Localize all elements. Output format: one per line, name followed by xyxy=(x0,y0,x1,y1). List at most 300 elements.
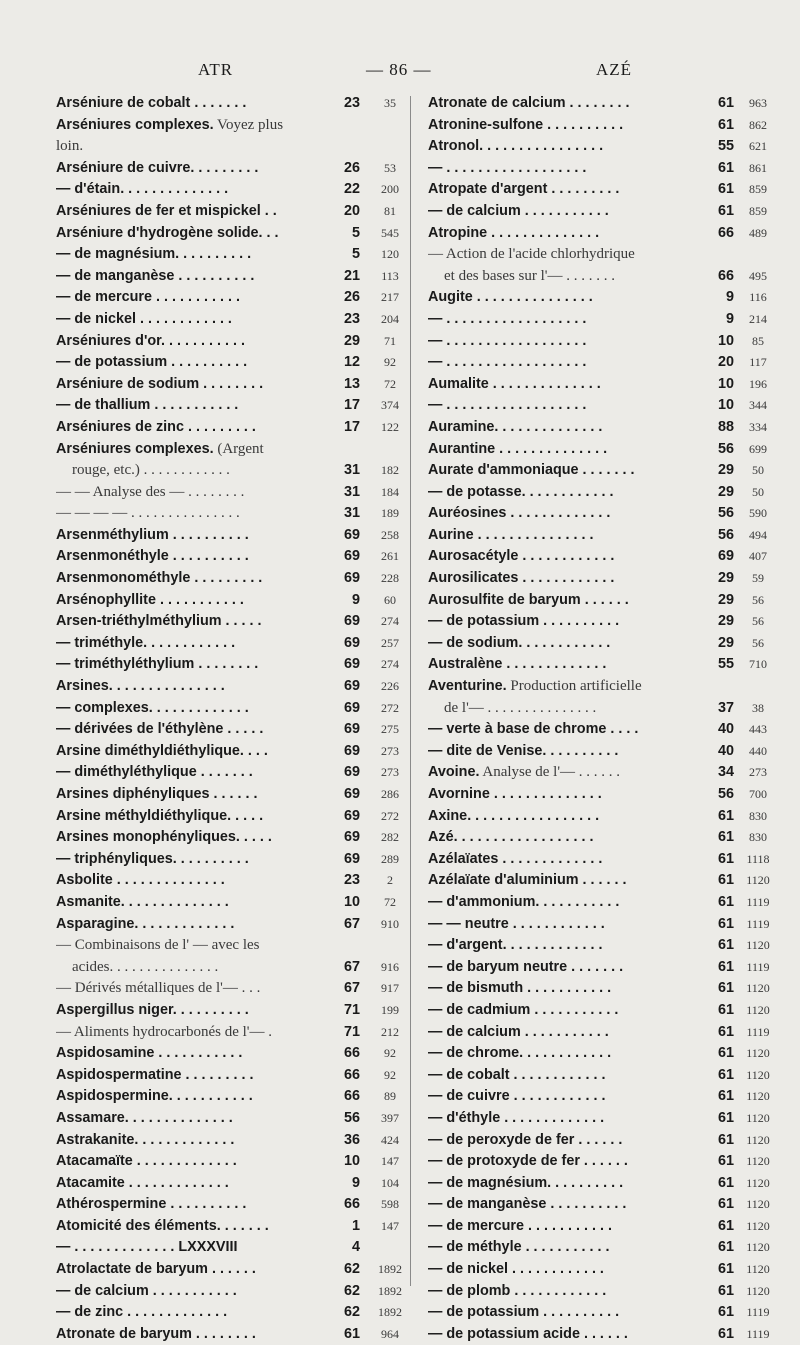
entry-volume: 20 xyxy=(343,202,360,219)
entry-page: 59 xyxy=(752,571,764,586)
entry-volume: 61 xyxy=(717,937,734,954)
index-entry xyxy=(428,827,767,849)
entry-term: — de mercure . . . . . . . . . . . xyxy=(56,289,240,306)
index-entry xyxy=(428,849,770,871)
index-entry xyxy=(428,460,764,482)
entry-volume: 10 xyxy=(343,893,360,910)
index-entry xyxy=(428,1130,770,1152)
entry-term: — de potassium . . . . . . . . . . xyxy=(428,613,620,630)
entry-term: — de magnésium. . . . . . . . . . xyxy=(428,1174,624,1191)
entry-page: 1120 xyxy=(746,938,770,953)
entry-page: 1119 xyxy=(746,959,770,974)
entry-term: — de mercure . . . . . . . . . . . xyxy=(428,1217,612,1234)
entry-page: 494 xyxy=(749,527,767,542)
entry-page: 289 xyxy=(381,851,399,866)
index-entry xyxy=(428,503,767,525)
index-entry xyxy=(56,115,380,137)
entry-page: 50 xyxy=(752,463,764,478)
entry-page: 1120 xyxy=(746,1046,770,1061)
entry-volume: 29 xyxy=(717,462,734,479)
entry-volume: 55 xyxy=(717,138,734,155)
index-entry xyxy=(428,1065,770,1087)
entry-term: Azélaïate d'aluminium . . . . . . xyxy=(428,872,627,889)
entry-term: — de potasse. . . . . . . . . . . . xyxy=(428,483,614,500)
index-entry xyxy=(56,762,399,784)
index-entry xyxy=(428,223,767,245)
entry-term: — Aliments hydrocarbonés de l'— . xyxy=(56,1023,272,1040)
entry-volume: 61 xyxy=(717,159,734,176)
entry-volume: 61 xyxy=(717,1282,734,1299)
entry-term: — de potassium acide . . . . . . xyxy=(428,1325,628,1342)
entry-note: Production artificielle xyxy=(506,678,642,695)
entry-term: et des bases sur l'— . . . . . . . xyxy=(444,267,616,284)
index-entry xyxy=(428,374,767,396)
entry-volume: 23 xyxy=(343,872,360,889)
entry-term: — Dérivés métalliques de l'— . . . xyxy=(56,980,261,997)
entry-note: (Argent xyxy=(213,440,264,457)
entry-page: 590 xyxy=(749,506,767,521)
entry-term: Aspidospermatine . . . . . . . . . xyxy=(56,1066,254,1083)
entry-page: 204 xyxy=(381,311,399,326)
entry-volume: 13 xyxy=(343,375,360,392)
index-entry xyxy=(428,1000,770,1022)
entry-page: 964 xyxy=(381,1326,399,1341)
entry-volume: 31 xyxy=(343,462,360,479)
entry-page: 1120 xyxy=(746,1218,770,1233)
index-entry xyxy=(56,309,399,331)
entry-page: 1892 xyxy=(378,1283,402,1298)
entry-volume: 23 xyxy=(343,310,360,327)
index-entry xyxy=(428,1108,770,1130)
entry-volume: 69 xyxy=(343,721,360,738)
entry-term: Arséniures de fer et mispickel . . xyxy=(56,202,277,219)
index-entry xyxy=(56,1237,380,1259)
entry-page: 1120 xyxy=(746,1132,770,1147)
entry-page: 440 xyxy=(749,743,767,758)
entry-page: 273 xyxy=(749,765,767,780)
entry-term: Azé. . . . . . . . . . . . . . . . . . xyxy=(428,829,594,846)
entry-page: 116 xyxy=(749,290,767,305)
entry-volume: 88 xyxy=(717,418,734,435)
entry-volume: 29 xyxy=(717,570,734,587)
entry-term: Arséniures complexes. (Argent xyxy=(56,440,264,457)
entry-volume: 69 xyxy=(343,699,360,716)
entry-volume: 66 xyxy=(717,267,734,284)
entry-term: Aurate d'ammoniaque . . . . . . . xyxy=(428,462,635,479)
entry-page: 1119 xyxy=(746,1024,770,1039)
entry-term: — — neutre . . . . . . . . . . . . xyxy=(428,915,605,932)
entry-volume: 61 xyxy=(717,1066,734,1083)
entry-volume: 29 xyxy=(717,634,734,651)
entry-term: Assamare. . . . . . . . . . . . . . xyxy=(56,1109,233,1126)
entry-page: 272 xyxy=(381,808,399,823)
entry-term: — de cadmium . . . . . . . . . . . xyxy=(428,1001,619,1018)
entry-volume: 61 xyxy=(717,893,734,910)
entry-page: 275 xyxy=(381,722,399,737)
entry-term: Arséniure d'hydrogène solide. . . xyxy=(56,224,279,241)
entry-volume: 61 xyxy=(717,1239,734,1256)
index-entry xyxy=(428,1151,770,1173)
page-number: — 86 — xyxy=(366,60,432,79)
index-entry xyxy=(56,417,399,439)
entry-page: 257 xyxy=(381,635,399,650)
entry-page: 1119 xyxy=(746,1305,770,1320)
index-entry xyxy=(428,266,767,288)
index-entry xyxy=(56,1000,399,1022)
entry-volume: 61 xyxy=(717,1109,734,1126)
entry-term: Atropine . . . . . . . . . . . . . . xyxy=(428,224,600,241)
entry-term: Arséniures complexes. Voyez plus xyxy=(56,116,284,133)
index-entry xyxy=(428,633,764,655)
entry-page: 1120 xyxy=(746,1110,770,1125)
entry-volume: 69 xyxy=(717,548,734,565)
entry-volume: 61 xyxy=(717,1217,734,1234)
entry-term: Atropate d'argent . . . . . . . . . xyxy=(428,181,620,198)
entry-page: 72 xyxy=(384,376,396,391)
entry-term: — de thallium . . . . . . . . . . . xyxy=(56,397,239,414)
entry-term: Arsine méthyldiéthylique. . . . . xyxy=(56,807,264,824)
entry-page: 1119 xyxy=(746,916,770,931)
entry-page: 56 xyxy=(752,614,764,629)
entry-volume: 69 xyxy=(343,678,360,695)
index-entry xyxy=(428,115,767,137)
index-entry xyxy=(56,1022,399,1044)
index-entry xyxy=(56,892,396,914)
index-entry xyxy=(56,676,399,698)
entry-volume: 31 xyxy=(343,483,360,500)
entry-term: Arsines. . . . . . . . . . . . . . . xyxy=(56,678,225,695)
entry-volume: 17 xyxy=(343,418,360,435)
entry-page: 710 xyxy=(749,657,767,672)
entry-volume: 69 xyxy=(343,786,360,802)
entry-term: — Action de l'acide chlorhydrique xyxy=(428,246,635,263)
entry-volume: 61 xyxy=(717,915,734,932)
entry-volume: 66 xyxy=(343,1045,360,1062)
entry-volume: 69 xyxy=(343,764,360,781)
entry-volume: 61 xyxy=(717,1196,734,1213)
entry-volume: 61 xyxy=(717,1131,734,1148)
entry-volume: 55 xyxy=(717,656,734,673)
index-entry xyxy=(56,158,396,180)
entry-page: 495 xyxy=(749,268,767,283)
entry-term: Arsénophyllite . . . . . . . . . . . xyxy=(56,591,244,608)
entry-term: Asparagine. . . . . . . . . . . . . xyxy=(56,915,235,932)
entry-term: Auramine. . . . . . . . . . . . . . xyxy=(428,418,603,435)
index-entry xyxy=(428,590,764,612)
index-entry xyxy=(56,741,399,763)
entry-volume: 69 xyxy=(343,850,360,867)
entry-volume: 61 xyxy=(717,850,734,867)
entry-term: — d'argent. . . . . . . . . . . . . xyxy=(428,937,603,954)
entry-term: — — — — . . . . . . . . . . . . . . . xyxy=(56,505,240,522)
entry-volume: 29 xyxy=(717,591,734,608)
entry-volume: 61 xyxy=(717,1325,734,1342)
entry-volume: 9 xyxy=(725,289,734,306)
entry-volume: 69 xyxy=(343,570,360,587)
left-index-column xyxy=(56,93,402,1345)
entry-term: — — Analyse des — . . . . . . . . xyxy=(56,483,245,500)
entry-term: — de sodium. . . . . . . . . . . . xyxy=(428,634,611,651)
entry-page: 1892 xyxy=(378,1305,402,1320)
entry-term: loin. xyxy=(56,138,84,155)
entry-volume: 34 xyxy=(717,764,734,781)
entry-term: — . . . . . . . . . . . . . . . . . . xyxy=(428,354,587,371)
index-entry xyxy=(56,978,399,1000)
entry-term: — de calcium . . . . . . . . . . . xyxy=(428,202,609,219)
entry-volume: 61 xyxy=(717,1088,734,1105)
entry-term: — de manganèse . . . . . . . . . . xyxy=(428,1196,627,1213)
index-entry xyxy=(56,654,399,676)
entry-volume: 37 xyxy=(717,699,734,716)
entry-page: 374 xyxy=(381,398,399,413)
index-entry xyxy=(56,439,380,461)
entry-term: Atacamite . . . . . . . . . . . . . xyxy=(56,1174,229,1191)
entry-volume: 29 xyxy=(717,613,734,630)
entry-volume: 10 xyxy=(343,1153,360,1170)
entry-term: — diméthyléthylique . . . . . . . xyxy=(56,764,253,781)
index-entry xyxy=(428,525,767,547)
entry-page: 226 xyxy=(381,679,399,694)
entry-term: — triméthyle. . . . . . . . . . . . xyxy=(56,634,236,651)
entry-page: 1120 xyxy=(746,1175,770,1190)
entry-volume: 61 xyxy=(717,1001,734,1018)
entry-volume: 40 xyxy=(717,742,734,759)
entry-page: 407 xyxy=(749,549,767,564)
index-entry xyxy=(428,1022,770,1044)
index-entry xyxy=(428,158,767,180)
entry-term: — verte à base de chrome . . . . xyxy=(428,721,639,738)
entry-term: Arsines diphényliques . . . . . . xyxy=(56,786,258,802)
entry-term: — de manganèse . . . . . . . . . . xyxy=(56,267,255,284)
entry-term: — de calcium . . . . . . . . . . . xyxy=(56,1282,237,1299)
entry-page: 228 xyxy=(381,571,399,586)
index-entry xyxy=(56,1194,399,1216)
entry-volume: 56 xyxy=(717,526,734,543)
index-entry xyxy=(56,93,396,115)
entry-page: 274 xyxy=(381,614,399,629)
entry-page: 1118 xyxy=(746,851,770,866)
index-entry xyxy=(56,849,399,871)
index-entry xyxy=(56,136,380,158)
entry-volume: 71 xyxy=(343,1023,360,1040)
entry-term: — de bismuth . . . . . . . . . . . xyxy=(428,980,612,997)
entry-volume: 61 xyxy=(717,1304,734,1321)
entry-volume: 56 xyxy=(717,440,734,457)
entry-volume: 61 xyxy=(717,829,734,846)
entry-page: 700 xyxy=(749,787,767,801)
index-entry xyxy=(56,698,399,720)
entry-page: 917 xyxy=(381,981,399,996)
entry-page: 910 xyxy=(381,916,399,931)
entry-term: Aurantine . . . . . . . . . . . . . . xyxy=(428,440,608,457)
entry-volume: 29 xyxy=(343,332,360,349)
entry-term: Asmanite. . . . . . . . . . . . . . xyxy=(56,893,229,910)
entry-term: — . . . . . . . . . . . . . . . . . . xyxy=(428,332,587,349)
entry-page: 273 xyxy=(381,765,399,780)
entry-volume: 69 xyxy=(343,807,360,824)
entry-page: 113 xyxy=(381,268,399,283)
entry-volume: 9 xyxy=(725,310,734,327)
entry-page: 117 xyxy=(749,355,767,370)
index-entry xyxy=(56,287,399,309)
entry-term: Aurosulfite de baryum . . . . . . xyxy=(428,591,629,608)
entry-page: 71 xyxy=(384,333,396,348)
entry-page: 489 xyxy=(749,225,767,240)
entry-volume: 56 xyxy=(717,786,734,802)
entry-term: — complexes. . . . . . . . . . . . . xyxy=(56,699,249,716)
entry-volume: 10 xyxy=(717,375,734,392)
entry-volume: 61 xyxy=(717,1153,734,1170)
entry-page: 92 xyxy=(384,355,396,370)
entry-volume: 61 xyxy=(717,980,734,997)
entry-volume: 20 xyxy=(717,354,734,371)
entry-page: 1120 xyxy=(746,1283,770,1298)
entry-term: — de cobalt . . . . . . . . . . . . xyxy=(428,1066,606,1083)
entry-volume: 66 xyxy=(717,224,734,241)
entry-volume: 4 xyxy=(351,1239,360,1256)
entry-page: 104 xyxy=(381,1175,399,1190)
index-entry xyxy=(428,719,767,741)
entry-volume: 67 xyxy=(343,980,360,997)
entry-page: 1119 xyxy=(746,1326,770,1341)
entry-term: acides. . . . . . . . . . . . . . . xyxy=(72,958,219,975)
entry-page: 89 xyxy=(384,1089,396,1104)
entry-page: 1892 xyxy=(378,1262,402,1277)
index-entry xyxy=(428,1043,770,1065)
entry-note: Voyez plus xyxy=(213,116,284,133)
entry-volume: 69 xyxy=(343,656,360,673)
entry-volume: 10 xyxy=(717,332,734,349)
entry-term: — de calcium . . . . . . . . . . . xyxy=(428,1023,609,1040)
entry-term: Atacamaïte . . . . . . . . . . . . . xyxy=(56,1153,237,1170)
entry-term: Atronate de calcium . . . . . . . . xyxy=(428,95,630,111)
index-entry xyxy=(56,179,399,201)
entry-term: — . . . . . . . . . . . . . . . . . . xyxy=(428,397,587,414)
index-entry xyxy=(56,590,396,612)
entry-page: 81 xyxy=(384,203,396,218)
entry-term: Atronol. . . . . . . . . . . . . . . . xyxy=(428,138,604,155)
entry-term: — de cuivre . . . . . . . . . . . . xyxy=(428,1088,606,1105)
entry-page: 621 xyxy=(749,139,767,154)
entry-term: — d'éthyle . . . . . . . . . . . . . xyxy=(428,1109,605,1126)
entry-volume: 69 xyxy=(343,613,360,630)
entry-term: Azélaïates . . . . . . . . . . . . . xyxy=(428,850,603,867)
entry-term: Astrakanite. . . . . . . . . . . . . xyxy=(56,1131,235,1148)
entry-term: Arséniures d'or. . . . . . . . . . . xyxy=(56,332,245,349)
entry-page: 397 xyxy=(381,1110,399,1125)
entry-page: 963 xyxy=(749,96,767,110)
entry-term: — triphényliques. . . . . . . . . . xyxy=(56,850,249,867)
entry-volume: 23 xyxy=(343,95,360,111)
index-entry xyxy=(428,244,758,266)
entry-volume: 61 xyxy=(717,1023,734,1040)
index-entry xyxy=(56,1108,399,1130)
entry-volume: 69 xyxy=(343,548,360,565)
index-entry xyxy=(56,914,399,936)
index-entry xyxy=(56,331,396,353)
entry-term: — dérivées de l'éthylène . . . . . xyxy=(56,721,264,738)
index-entry xyxy=(56,503,399,525)
index-entry xyxy=(428,935,770,957)
index-entry xyxy=(428,892,770,914)
entry-term: — de magnésium. . . . . . . . . . xyxy=(56,246,252,263)
entry-page: 196 xyxy=(749,376,767,391)
index-entry xyxy=(428,870,770,892)
entry-page: 38 xyxy=(752,700,764,715)
entry-volume: 71 xyxy=(343,1001,360,1018)
index-entry xyxy=(428,784,767,806)
entry-page: 830 xyxy=(749,808,767,823)
index-entry xyxy=(56,806,399,828)
entry-term: — de protoxyde de fer . . . . . . xyxy=(428,1153,628,1170)
entry-term: — de potassium . . . . . . . . . . xyxy=(428,1304,620,1321)
index-entry xyxy=(428,957,770,979)
entry-page: 861 xyxy=(749,160,767,175)
entry-page: 147 xyxy=(381,1218,399,1233)
entry-page: 286 xyxy=(381,787,399,801)
index-entry xyxy=(428,914,770,936)
entry-page: 147 xyxy=(381,1154,399,1169)
entry-page: 2 xyxy=(387,873,393,888)
index-entry xyxy=(428,395,767,417)
entry-page: 212 xyxy=(381,1024,399,1039)
entry-page: 217 xyxy=(381,290,399,305)
index-entry xyxy=(56,784,399,806)
index-entry xyxy=(428,287,767,309)
entry-term: Avornine . . . . . . . . . . . . . . xyxy=(428,786,602,802)
entry-term: Arsenmonométhyle . . . . . . . . . xyxy=(56,570,263,587)
entry-volume: 61 xyxy=(717,872,734,889)
entry-volume: 62 xyxy=(343,1261,360,1278)
index-entry xyxy=(56,1065,396,1087)
entry-term: Avoine. Analyse de l'— . . . . . . xyxy=(428,764,621,781)
entry-term: Arséniures de zinc . . . . . . . . . xyxy=(56,418,256,435)
index-entry xyxy=(428,201,767,223)
entry-page: 85 xyxy=(752,333,764,348)
index-entry xyxy=(56,1216,399,1238)
entry-term: rouge, etc.) . . . . . . . . . . . . xyxy=(72,462,230,479)
entry-term: Aurosilicates . . . . . . . . . . . . xyxy=(428,570,615,587)
entry-term: — de chrome. . . . . . . . . . . . xyxy=(428,1045,612,1062)
index-entry xyxy=(428,1324,770,1345)
entry-volume: 40 xyxy=(717,721,734,738)
entry-volume: 61 xyxy=(343,1325,360,1342)
entry-page: 598 xyxy=(381,1197,399,1212)
entry-page: 92 xyxy=(384,1067,396,1082)
entry-page: 424 xyxy=(381,1132,399,1147)
entry-term: — . . . . . . . . . . . . . LXXXVIII xyxy=(56,1239,238,1256)
index-entry xyxy=(56,1173,399,1195)
entry-page: 1120 xyxy=(746,1240,770,1255)
entry-page: 334 xyxy=(749,419,767,434)
index-entry xyxy=(56,1259,402,1281)
index-entry xyxy=(428,611,764,633)
entry-term: Aspidosamine . . . . . . . . . . . xyxy=(56,1045,243,1062)
entry-page: 282 xyxy=(381,830,399,845)
entry-page: 182 xyxy=(381,463,399,478)
entry-volume: 10 xyxy=(717,397,734,414)
entry-note: Analyse de l'— . . . . . . xyxy=(479,764,621,781)
entry-page: 273 xyxy=(381,743,399,758)
entry-volume: 56 xyxy=(717,505,734,522)
entry-volume: 29 xyxy=(717,483,734,500)
index-entry xyxy=(428,806,767,828)
index-entry xyxy=(428,1302,770,1324)
entry-volume: 61 xyxy=(717,1174,734,1191)
entry-volume: 1 xyxy=(351,1217,360,1234)
index-entry xyxy=(428,352,767,374)
entry-volume: 61 xyxy=(717,958,734,975)
